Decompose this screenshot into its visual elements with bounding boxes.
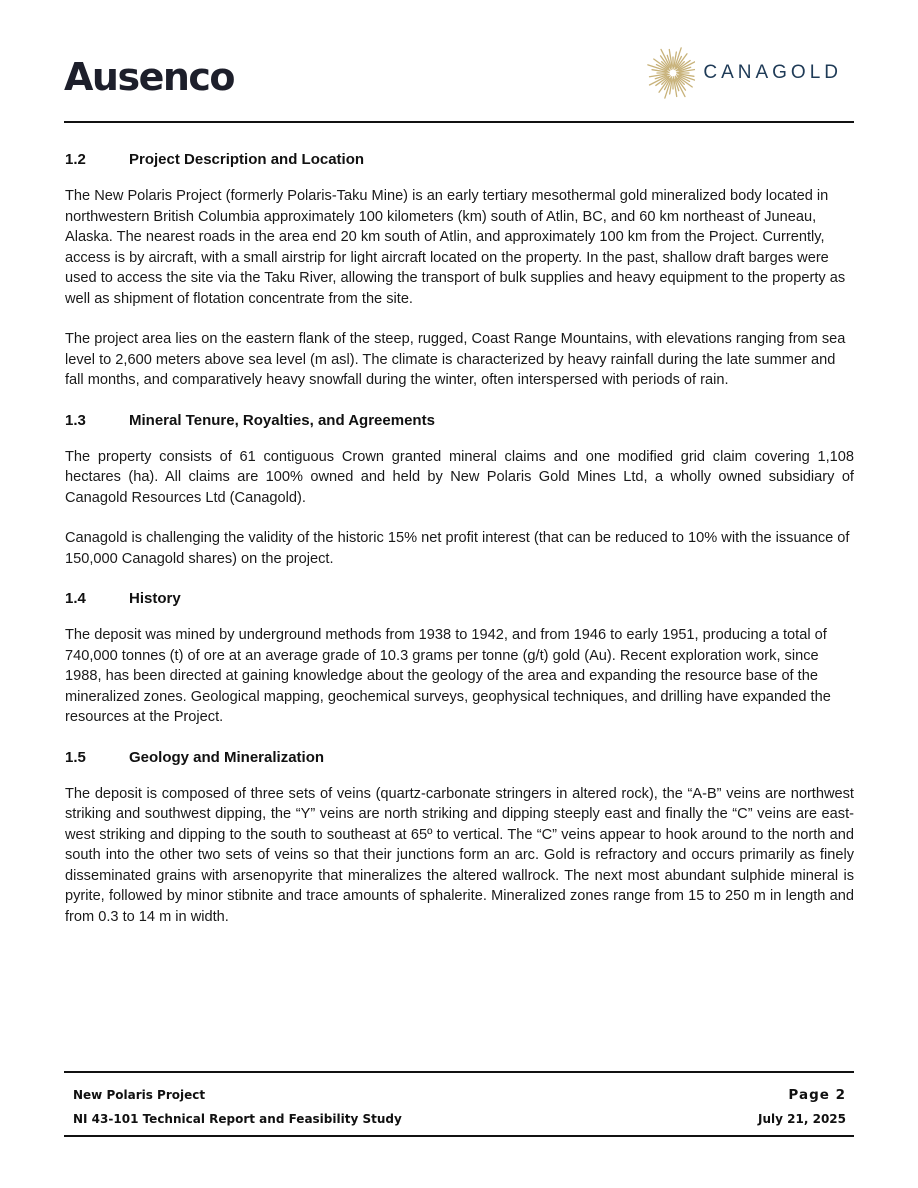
- ausenco-logo-text: Ausenco: [64, 55, 235, 99]
- footer-report-title: NI 43-101 Technical Report and Feasibility Study: [73, 1112, 402, 1126]
- section-1-3: [65, 411, 854, 570]
- section-heading: [65, 748, 854, 768]
- canagold-logo-text: CANAGOLD: [703, 62, 842, 83]
- section-1-5: [65, 748, 854, 928]
- paragraph: The New Polaris Project (formerly Polaris-Taku Mine) is an early tertiary mesothermal gold mineralized body located in northwestern British Columbia approximately 100 kilometers (km) south of Atlin, BC, and 60 km northeast of Juneau, Alaska. The nearest roads in the area end 20 km south of Atlin, and approximately 100 km from the Project. Currently, access is by aircraft, with a small airstrip for light aircraft located on the property. In the past, shallow draft barges were used to access the site via the Taku River, allowing the transport of bulk supplies and heavy equipment to the property as well as shipment of flotation concentrate from the site.: [65, 188, 846, 307]
- paragraph: The deposit was mined by underground methods from 1938 to 1942, and from 1946 to early 1951, producing a total of 740,000 tonnes (t) of ore at an average grade of 10.3 grams per tonne (g/t) gold (Au). Recent exploration work, since 1988, has been directed at gaining knowledge about the geology of the area and expanding the resource base of the mineralized zones. Geological mapping, geochemical surveys, geophysical techniques, and drilling have expanded the resources at the Project.: [65, 627, 831, 725]
- section-title: History: [129, 590, 181, 607]
- paragraph: Canagold is challenging the validity of the historic 15% net profit interest (that can be reduced to 10% with the issuance of 150,000 Canagold shares) on the project.: [65, 530, 850, 567]
- section-number: 1.4: [65, 590, 86, 607]
- section-heading: [65, 589, 854, 609]
- canagold-logo: [639, 38, 842, 108]
- section-heading: [65, 150, 854, 170]
- ausenco-logo: [64, 54, 234, 100]
- footer-divider-top: [64, 1071, 854, 1073]
- page-indicator: [788, 1087, 846, 1103]
- paragraph: The project area lies on the eastern flank of the steep, rugged, Coast Range Mountains, with elevations ranging from sea level to 2,600 meters above sea level (m asl). The climate is characterized by heavy rainfall during the late summer and fall months, and comparatively heavy snowfall during the winter, often interspersed with periods of rain.: [65, 331, 846, 388]
- section-title: Geology and Mineralization: [129, 748, 325, 766]
- paragraph: The property consists of 61 contiguous Crown granted mineral claims and one modified grid claim covering 1,108 hectares (ha). All claims are 100% owned and held by New Polaris Gold Mines Ltd, a wholly owned subsidiary of Canagold Resources Ltd (Canagold).: [65, 448, 854, 506]
- section-heading: [65, 411, 854, 431]
- section-title: Project Description and Location: [129, 151, 365, 168]
- footer-project-name: New Polaris Project: [73, 1088, 206, 1102]
- header-divider: [64, 121, 854, 123]
- section-number: 1.5: [65, 748, 86, 766]
- section-1-4: [65, 589, 854, 728]
- paragraph: The deposit is composed of three sets of veins (quartz-carbonate stringers in altered rock), the “A-B” veins are northwest striking and southwest dipping, the “Y” veins are north striking and dipping steeply east and finally the “C” veins are east-west striking and dipping to the south to southeast at 65º to vertical. The “C” veins appear to hook around to the north and south into the other two sets of veins so that their junctions form an arc. Gold is refractory and occurs primarily as finely disseminated grains with arsenopyrite that mineralizes the altered wallrock. The next most abundant sulphide mineral is pyrite, followed by minor stibnite and trace amounts of sphalerite. Mineralized zones range from 15 to 250 m in length and from 0.3 to 14 m in width.: [65, 785, 854, 925]
- page-footer: [73, 1083, 846, 1131]
- section-number: 1.2: [65, 151, 86, 168]
- canagold-sunburst-icon: [639, 38, 695, 108]
- section-number: 1.3: [65, 411, 86, 429]
- document-body: [65, 150, 854, 947]
- footer-date: July 21, 2025: [758, 1112, 846, 1126]
- page-header: [0, 0, 918, 124]
- page-label: Page: [788, 1087, 830, 1103]
- footer-divider-bottom: [64, 1135, 854, 1137]
- section-title: Mineral Tenure, Royalties, and Agreements: [129, 411, 435, 429]
- section-1-2: [65, 150, 854, 391]
- page-number: 2: [835, 1087, 846, 1103]
